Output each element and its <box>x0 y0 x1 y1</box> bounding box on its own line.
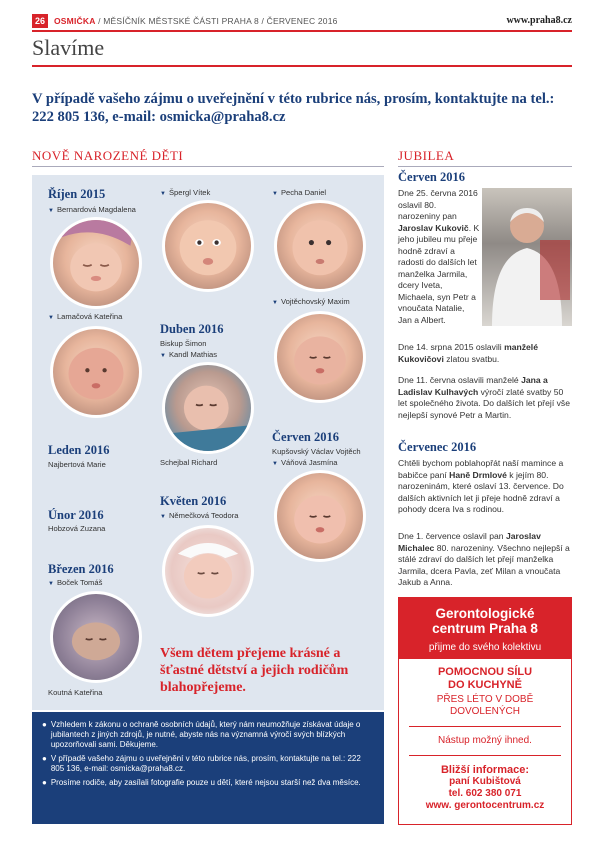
month-unor: Únor 2016 <box>48 508 104 522</box>
ad-job: POMOCNOU SÍLU DO KUCHYNĚ <box>437 666 533 691</box>
note-text: Vzhledem k zákonu o ochraně osobních údajů, který nám neumožňuje získávat údaje o jubilantech z jiných zdrojů, je nutné, abyste nás na významná výročí svých blízkých upozorňovali sami. Děkujeme. <box>50 720 361 749</box>
triangle-down-icon: ▼ <box>272 461 278 467</box>
note-item <box>42 754 374 774</box>
site-url[interactable]: www.praha8.cz <box>506 15 572 26</box>
note-item <box>42 720 374 750</box>
page-number: 26 <box>32 14 48 28</box>
issue-text: / MĚSÍČNÍK MĚSTSKÉ ČÁSTI PRAHA 8 / ČERVENEC 2016 <box>95 16 338 26</box>
ad-title: Gerontologické centrum Praha 8 <box>399 598 571 640</box>
triangle-down-icon: ▼ <box>48 581 54 587</box>
jubilant-photo <box>482 188 572 326</box>
baby-photo-pecha <box>274 200 366 292</box>
baby-photo-spergl <box>162 200 254 292</box>
bullet-icon: ● <box>42 778 47 787</box>
jubilant-name: Jana a Ladislav Kulhavých <box>398 375 548 397</box>
jubilant-name: manželé Kukovičovi <box>398 342 538 364</box>
jubilea-p2: Dne 14. srpna 2015 oslavili manželé Kukovičovi zlatou svatbu. <box>398 342 538 364</box>
bullet-icon: ● <box>42 720 47 729</box>
month-rijen: Říjen 2015 <box>48 187 106 201</box>
ad-divider <box>409 755 561 756</box>
gerontocentrum-ad <box>398 597 572 825</box>
jubilant-name: Haně Drmlové <box>449 469 507 480</box>
baby-name-schejbal: Schejbal Richard <box>160 458 218 467</box>
section-rule <box>32 65 572 67</box>
baby-photo-vojtechovsky <box>274 311 366 403</box>
section-title: Slavíme <box>32 35 105 60</box>
baby-name-text: Lamačová Kateřina <box>56 312 123 321</box>
baby-name-pecha <box>272 188 326 197</box>
baby-photo-nemeckova <box>162 525 254 617</box>
ad-divider <box>409 726 561 727</box>
triangle-down-icon: ▼ <box>160 191 166 197</box>
jubilea-rule <box>398 166 572 167</box>
baby-name-text: Váňová Jasmína <box>280 458 338 467</box>
baby-photo-vahova <box>274 470 366 562</box>
triangle-down-icon: ▼ <box>48 315 54 321</box>
triangle-down-icon: ▼ <box>160 514 166 520</box>
ad-info-label: Bližší informace: <box>440 764 530 776</box>
baby-name-nemeckova <box>160 511 238 520</box>
jubilant-name: Jaroslav Michalec <box>398 531 541 553</box>
jubilea-p4: Chtěli bychom poblahopřát naší mamince a babičce paní Haně Drmlové k jejím 80. narozeninám, které oslaví 13. července. Do dalších aktivních let ji přeje hodně zdraví a pohody dcera Iva s rodinou. <box>398 458 564 514</box>
ad-start: Nástup možný ihned. <box>438 735 532 746</box>
baby-photo-bocek <box>50 591 142 683</box>
note-text: V případě vašeho zájmu o uveřejnění v této rubrice nás, prosím, kontaktujte na tel.: 222 805 136, e-mail: osmicka@praha8.cz. <box>50 754 361 773</box>
notes-box <box>32 712 384 824</box>
lead-contact: V případě vašeho zájmu o uveřejnění v této rubrice nás, prosím, kontaktujte na tel.: 222 805 136, e-mail: osmicka@praha8.cz <box>32 91 555 125</box>
baby-name-text: Špergl Vítek <box>168 188 211 197</box>
baby-name-text: Vojtěchovský Maxim <box>280 297 350 306</box>
baby-name-hobzova: Hobzová Zuzana <box>48 524 106 533</box>
month-cerven: Červen 2016 <box>272 430 339 444</box>
month-brezen: Březen 2016 <box>48 562 114 576</box>
ad-subtitle: přijme do svého kolektivu <box>399 640 571 659</box>
triangle-down-icon: ▼ <box>272 300 278 306</box>
baby-name-text: Bernardová Magdalena <box>56 205 136 214</box>
jubilea-p5: Dne 1. července oslavil pan Jaroslav Michalec 80. narozeniny. Všechno nejlepší a stálé zdraví do dalších let přejí manželka Jarmila, dcera Pavla, zeť Milan a vnoučata Jakub a Anna. <box>398 531 570 587</box>
jubilea-title: JUBILEA <box>398 148 455 163</box>
header-rule <box>32 30 572 32</box>
ad-contact: paní Kubištová <box>449 776 521 787</box>
month-duben: Duben 2016 <box>160 322 224 336</box>
baby-name-biskup: Biskup Šimon <box>160 339 207 348</box>
baby-name-text: Pecha Daniel <box>280 188 327 197</box>
triangle-down-icon: ▼ <box>160 353 166 359</box>
baby-name-lamacova <box>48 312 122 321</box>
magazine-name: OSMIČKA <box>54 16 96 26</box>
baby-name-najbertova: Najbertová Marie <box>48 460 106 469</box>
month-leden: Leden 2016 <box>48 443 110 457</box>
baby-photo-kandl <box>162 362 254 454</box>
jubilea-p3: Dne 11. června oslavili manželé Jana a Ladislav Kulhavých výročí zlaté svatby 50 let společného života. Do dalších let přejí vše nejlepší synové Petr a Martin. <box>398 375 570 420</box>
triangle-down-icon: ▼ <box>48 208 54 214</box>
baby-name-text: Boček Tomáš <box>56 578 103 587</box>
newborns-title: NOVĚ NAROZENÉ DĚTI <box>32 148 184 163</box>
ad-web[interactable]: www. gerontocentrum.cz <box>425 800 545 811</box>
baby-name-vojtechovsky <box>272 297 350 306</box>
jubilea-cervenec-heading: Červenec 2016 <box>398 440 477 454</box>
newborns-rule <box>32 166 384 167</box>
note-item <box>42 778 374 788</box>
magazine-line <box>54 16 338 26</box>
jubilant-name: Jaroslav Kukovič <box>398 222 469 233</box>
jubilea-cerven-heading: Červen 2016 <box>398 170 465 184</box>
baby-photo-bernardova <box>50 217 142 309</box>
newborns-wish: Všem dětem přejeme krásné a šťastné dětství a jejich rodičům blahopřejeme. <box>160 646 349 695</box>
baby-name-kupslovsky: Kupšovský Václav Vojtěch <box>272 447 361 456</box>
baby-name-text: Kandl Mathias <box>168 350 218 359</box>
baby-photo-lamacova <box>50 326 142 418</box>
baby-name-kandl <box>160 350 217 359</box>
month-kveten: Květen 2016 <box>160 494 227 508</box>
jubilea-p1: Dne 25. června 2016 oslavil 80. narozeniny pan Jaroslav Kukovič. K jeho jubileu mu přeje hodně zdraví a radosti do dalších let manželka Jarmila, dcery Iveta, Michaela, syn Petr a vnoučata Natalie, Jan a Albert. <box>398 188 480 325</box>
ad-tel: tel. 602 380 071 <box>448 788 522 799</box>
baby-name-bocek <box>48 578 102 587</box>
baby-name-koutna: Koutná Kateřina <box>48 688 103 697</box>
page-header <box>32 14 572 28</box>
ad-period: PŘES LÉTO V DOBĚ DOVOLENÝCH <box>436 694 534 717</box>
bullet-icon: ● <box>42 754 47 763</box>
baby-name-spergl <box>160 188 210 197</box>
baby-name-text: Němečková Teodora <box>168 511 239 520</box>
baby-name-bernardova <box>48 205 136 214</box>
baby-name-vahova <box>272 458 338 467</box>
triangle-down-icon: ▼ <box>272 191 278 197</box>
note-text: Prosíme rodiče, aby zasílali fotografie pouze u dětí, které nejsou starší než dva měsíce. <box>50 778 361 787</box>
